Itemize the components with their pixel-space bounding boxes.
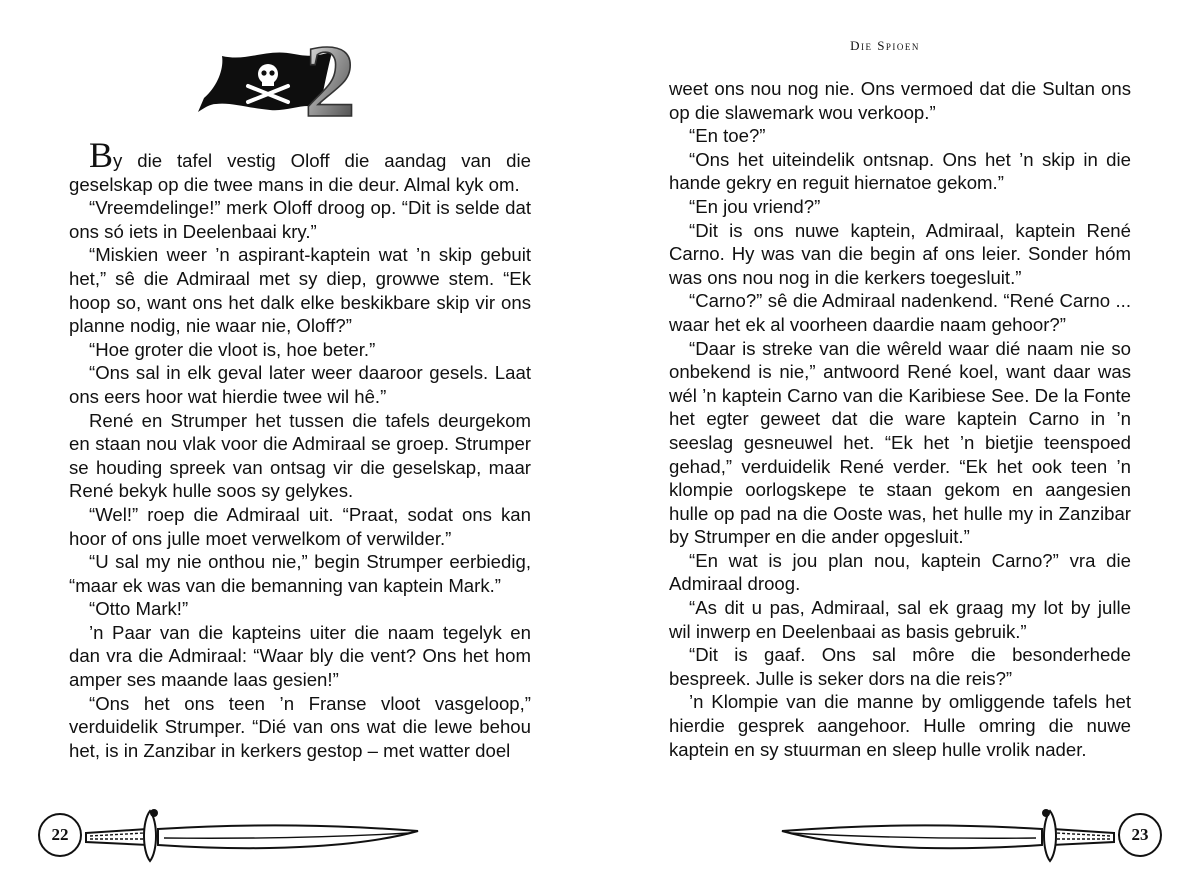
paragraph: ’n Klompie van die manne by omliggende tafels het hierdie gesprek aangehoor. Hulle omring die nuwe kaptein en sy stuurman en sleep hulle vrolik nader. bbox=[669, 691, 1131, 760]
page-number: 23 bbox=[1118, 813, 1162, 857]
opening-paragraph: By die tafel vestig Oloff die aandag van die geselskap op die twee mans in die deur. Almal kyk om. bbox=[69, 135, 531, 195]
paragraph: “Daar is streke van die wêreld waar dié naam nie so onbekend is nie,” antwoord René koel, want daar was wél ’n kaptein Carno van die Karibiese See. De la Fonte het egter geweet dat die ware kaptein Carno in ’n seeslag gesneuwel het. “Ek het ’n bietjie teenspoed gehad,” verduidelik René verder. “Ek het ook teen ’n klompie oorlogskepe te staan gekom en aangesien hulle op pad na die Ooste was, het hulle my in Zanzibar by Strumper en die ander opgesluit.” bbox=[669, 337, 1131, 548]
paragraph: “Dit is gaaf. Ons sal môre die besonderhede bespreek. Julle is seker dors na die reis?” bbox=[669, 644, 1131, 689]
left-body-text bbox=[69, 135, 531, 762]
running-head: Die Spioen bbox=[850, 38, 920, 53]
chapter-badge bbox=[196, 28, 406, 128]
paragraph: “En jou vriend?” bbox=[689, 195, 821, 217]
paragraph: René en Strumper het tussen die tafels deurgekom en staan nou vlak voor die Admiraal se groep. Strumper se houding spreek van ontsag vir die geselskap, maar René bekyk hulle soos sy gelykes. bbox=[69, 409, 531, 502]
paragraph: “Dit is ons nuwe kaptein, Admiraal, kaptein René Carno. Hy was van die begin af ons leier. Sonder hóm was ons nou nog in die kerkers toegesluit.” bbox=[669, 219, 1131, 288]
chapter-number: 2 bbox=[304, 28, 356, 128]
paragraph: ’n Paar van die kapteins uiter die naam tegelyk en dan vra die Admiraal: “Waar bly die vent? Ons het hom amper ses maande laas gesien!” bbox=[69, 621, 531, 691]
sword-icon bbox=[38, 805, 428, 865]
paragraph: “En wat is jou plan nou, kaptein Carno?” vra die Admiraal droog. bbox=[669, 549, 1131, 595]
paragraph: “Vreemdelinge!” merk Oloff droog op. “Dit is selde dat ons só iets in Deelenbaai kry.” bbox=[69, 197, 531, 242]
right-footer bbox=[772, 805, 1162, 865]
paragraph: “Miskien weer ’n aspirant-kaptein wat ’n skip gebuit het,” sê die Admiraal met sy diep, growwe stem. “Ek hoop so, want ons het dalk elke beskikbare skip vir ons planne nodig, nie waar nie, Oloff?” bbox=[69, 244, 531, 337]
sword-icon bbox=[772, 805, 1162, 865]
paragraph: “Ons het uiteindelik ontsnap. Ons het ’n skip in die hande gekry en reguit hiernatoe gekom.” bbox=[669, 148, 1131, 194]
paragraph: “Carno?” sê die Admiraal nadenkend. “René Carno ... waar het ek al voorheen daardie naam gehoor?” bbox=[669, 290, 1131, 335]
drop-cap: B bbox=[89, 135, 114, 175]
paragraph: “Ons het ons teen ’n Franse vloot vasgeloop,” verduidelik Strumper. “Dié van ons wat die lewe behou het, is in Zanzibar in kerkers gestop – met watter doel bbox=[69, 692, 531, 761]
page-number: 22 bbox=[38, 813, 82, 857]
paragraph: “Hoe groter die vloot is, hoe beter.” bbox=[89, 338, 376, 360]
paragraph: “En toe?” bbox=[689, 125, 766, 147]
left-footer bbox=[38, 805, 428, 865]
paragraph: “U sal my nie onthou nie,” begin Strumper eerbiedig, “maar ek was van die bemanning van kaptein Mark.” bbox=[69, 551, 531, 596]
paragraph: “Ons sal in elk geval later weer daaroor gesels. Laat ons eers hoor wat hierdie twee wil hê.” bbox=[69, 362, 531, 407]
right-body-text bbox=[669, 77, 1131, 761]
paragraph: “Otto Mark!” bbox=[89, 598, 189, 620]
paragraph: “As dit u pas, Admiraal, sal ek graag my lot by julle wil inwerp en Deelenbaai as basis gebruik.” bbox=[669, 597, 1131, 642]
right-page bbox=[600, 0, 1200, 893]
continuation-paragraph: weet ons nou nog nie. Ons vermoed dat die Sultan ons op die slawemark wou verkoop.” bbox=[669, 78, 1131, 123]
paragraph: “Wel!” roep die Admiraal uit. “Praat, sodat ons kan hoor of ons julle moet verwelkom of verwilder.” bbox=[69, 503, 531, 549]
